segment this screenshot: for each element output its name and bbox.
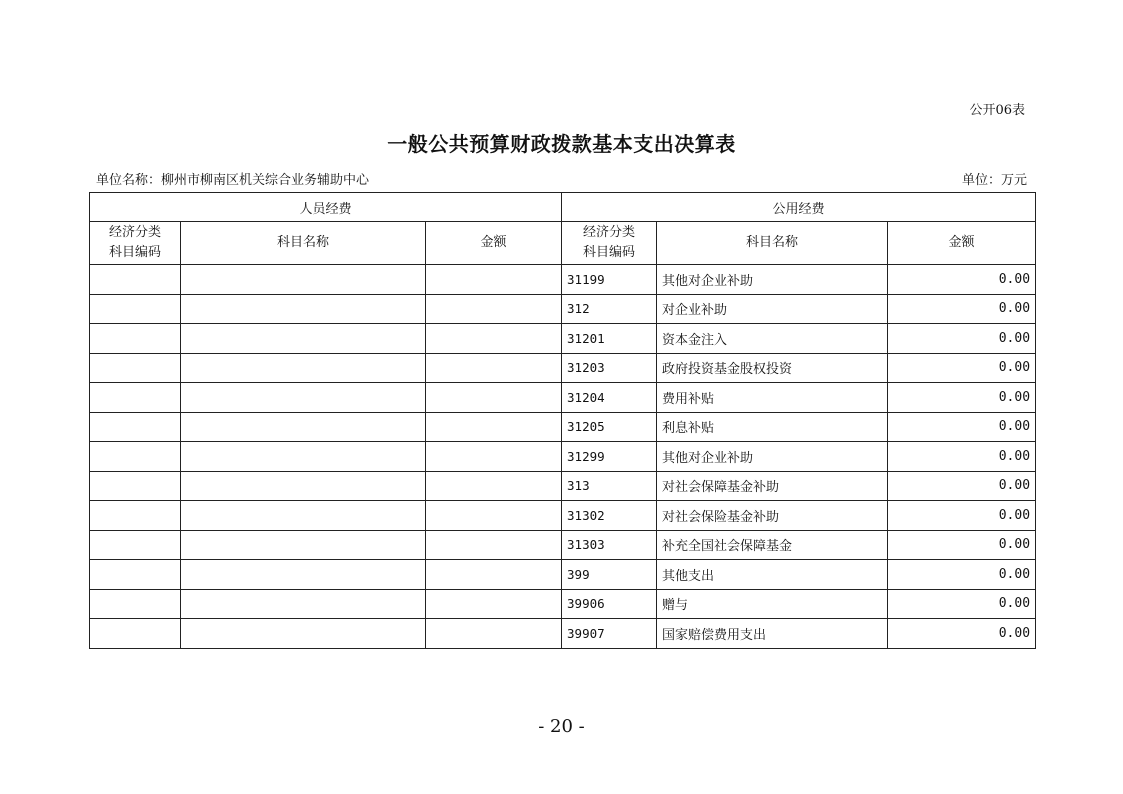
code-cell: 31302 [562,501,657,531]
header-public: 公用经费 [562,193,1036,222]
personnel-amount-cell [426,560,562,590]
code-cell: 312 [562,294,657,324]
personnel-amount-cell [426,412,562,442]
personnel-amount-cell [426,383,562,413]
header-row-columns [90,222,1036,265]
personnel-code-cell [90,294,181,324]
code-cell: 399 [562,560,657,590]
personnel-code-cell [90,589,181,619]
personnel-name-cell [181,324,426,354]
personnel-amount-cell [426,471,562,501]
amount-cell: 0.00 [888,619,1036,649]
header-econ-class-personnel [90,222,181,265]
personnel-name-cell [181,353,426,383]
code-cell: 39906 [562,589,657,619]
personnel-name-cell [181,530,426,560]
personnel-code-cell [90,530,181,560]
page-title: 一般公共预算财政拨款基本支出决算表 [387,132,736,156]
subject-name-cell: 政府投资基金股权投资 [657,353,888,383]
personnel-code-cell [90,265,181,295]
personnel-amount-cell [426,353,562,383]
personnel-name-cell [181,265,426,295]
expenditure-table [89,192,1036,649]
subject-name-cell: 其他支出 [657,560,888,590]
personnel-name-cell [181,442,426,472]
personnel-amount-cell [426,501,562,531]
amount-cell: 0.00 [888,442,1036,472]
personnel-amount-cell [426,589,562,619]
subject-name-cell: 补充全国社会保障基金 [657,530,888,560]
table-row [90,265,1036,295]
code-cell: 31205 [562,412,657,442]
personnel-code-cell [90,353,181,383]
personnel-code-cell [90,442,181,472]
code-cell: 31299 [562,442,657,472]
code-cell: 313 [562,471,657,501]
amount-cell: 0.00 [888,530,1036,560]
personnel-name-cell [181,471,426,501]
subject-name-cell: 其他对企业补助 [657,265,888,295]
personnel-name-cell [181,412,426,442]
personnel-code-cell [90,412,181,442]
header-econ-class-public [562,222,657,265]
table-row [90,412,1036,442]
personnel-code-cell [90,324,181,354]
personnel-amount-cell [426,619,562,649]
personnel-amount-cell [426,442,562,472]
personnel-amount-cell [426,294,562,324]
code-cell: 31199 [562,265,657,295]
amount-cell: 0.00 [888,265,1036,295]
personnel-code-cell [90,383,181,413]
personnel-name-cell [181,560,426,590]
header-econ-line1: 经济分类 [583,225,636,240]
amount-cell: 0.00 [888,353,1036,383]
personnel-amount-cell [426,324,562,354]
personnel-code-cell [90,501,181,531]
personnel-code-cell [90,560,181,590]
header-econ-line2: 科目编码 [583,245,636,260]
personnel-amount-cell [426,530,562,560]
table-row [90,501,1036,531]
code-cell: 31203 [562,353,657,383]
personnel-code-cell [90,619,181,649]
header-amount-public: 金额 [888,222,1036,265]
table-row [90,560,1036,590]
table-row [90,324,1036,354]
subject-name-cell: 其他对企业补助 [657,442,888,472]
header-amount-personnel: 金额 [426,222,562,265]
table-row [90,471,1036,501]
unit-label: 单位：万元 [961,173,1027,188]
header-econ-line1: 经济分类 [108,225,161,240]
amount-cell: 0.00 [888,589,1036,619]
subject-name-cell: 资本金注入 [657,324,888,354]
table-row [90,530,1036,560]
header-personnel: 人员经费 [90,193,562,222]
subject-name-cell: 费用补贴 [657,383,888,413]
code-cell: 31204 [562,383,657,413]
subject-name-cell: 利息补贴 [657,412,888,442]
table-row [90,442,1036,472]
header-subject-name-public: 科目名称 [657,222,888,265]
subject-name-cell: 国家赔偿费用支出 [657,619,888,649]
table-row [90,619,1036,649]
code-cell: 39907 [562,619,657,649]
amount-cell: 0.00 [888,501,1036,531]
page-number: - 20 - [538,716,585,737]
table-row [90,294,1036,324]
personnel-name-cell [181,383,426,413]
table-row [90,353,1036,383]
amount-cell: 0.00 [888,324,1036,354]
personnel-name-cell [181,589,426,619]
header-subject-name-personnel: 科目名称 [181,222,426,265]
subject-name-cell: 对社会保障基金补助 [657,471,888,501]
subject-name-cell: 对企业补助 [657,294,888,324]
table-row [90,383,1036,413]
subject-name-cell: 赠与 [657,589,888,619]
header-row-group [90,193,1036,222]
subject-name-cell: 对社会保险基金补助 [657,501,888,531]
personnel-code-cell [90,471,181,501]
unit-name: 单位名称：柳州市柳南区机关综合业务辅助中心 [96,173,370,188]
personnel-name-cell [181,619,426,649]
personnel-amount-cell [426,265,562,295]
table-row [90,589,1036,619]
form-number: 公开06表 [969,103,1025,118]
header-econ-line2: 科目编码 [108,245,161,260]
amount-cell: 0.00 [888,383,1036,413]
amount-cell: 0.00 [888,294,1036,324]
code-cell: 31303 [562,530,657,560]
code-cell: 31201 [562,324,657,354]
personnel-name-cell [181,294,426,324]
amount-cell: 0.00 [888,560,1036,590]
amount-cell: 0.00 [888,412,1036,442]
personnel-name-cell [181,501,426,531]
amount-cell: 0.00 [888,471,1036,501]
